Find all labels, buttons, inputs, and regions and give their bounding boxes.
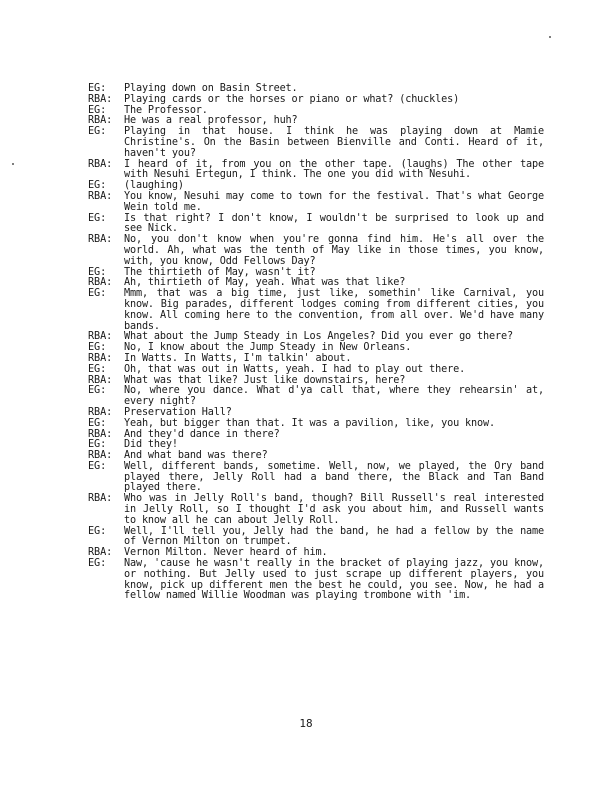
transcript-entry — [88, 192, 544, 214]
speech-text: Did they! — [124, 439, 178, 451]
speaker-label: EG: — [88, 288, 107, 300]
page-number: 18 — [299, 717, 313, 730]
transcript-entry — [88, 160, 544, 182]
speaker-label: RBA: — [88, 428, 113, 440]
transcript-entry — [88, 462, 544, 494]
speaker-label: RBA: — [88, 234, 113, 246]
speech-text: Mmm, that was a big time, just like, somethin' like Carnival, you know. Big parades, different lodges coming from different cities, you know. All coming here to the convention, from all over. We'd have many bands. — [124, 288, 544, 332]
transcript-entry — [88, 419, 544, 430]
speaker-label: EG: — [88, 417, 107, 429]
speaker-label: RBA: — [88, 331, 113, 343]
transcript-entry — [88, 386, 544, 408]
speaker-label: RBA: — [88, 115, 113, 127]
speech-text: Well, I'll tell you, Jelly had the band, he had a fellow by the name of Vernon Milton on trumpet. — [124, 525, 544, 548]
transcript-entry — [88, 527, 544, 549]
speech-text: The thirtieth of May, wasn't it? — [124, 266, 316, 278]
speech-text: Oh, that was out in Watts, yeah. I had to play out there. — [124, 363, 466, 375]
speech-text: Vernon Milton. Never heard of him. — [124, 547, 328, 559]
speaker-label: EG: — [88, 525, 107, 537]
speech-text: Playing cards or the horses or piano or what? (chuckles) — [124, 93, 460, 105]
transcript-entry — [88, 289, 544, 332]
speech-text: Yeah, but bigger than that. It was a pavilion, like, you know. — [124, 417, 495, 429]
speaker-label: EG: — [88, 212, 107, 224]
speech-text: Playing in that house. I think he was playing down at Mamie Christine's. On the Basin between Bienville and Conti. Heard of it, haven't you? — [124, 126, 544, 159]
speaker-label: RBA: — [88, 450, 113, 462]
transcript-entry — [88, 127, 544, 159]
transcript-entry — [88, 235, 544, 267]
speech-text: Playing down on Basin Street. — [124, 83, 298, 94]
transcript-entry — [88, 214, 544, 236]
speech-text: Ah, thirtieth of May, yeah. What was that like? — [124, 277, 406, 289]
speech-text: He was a real professor, huh? — [124, 115, 298, 127]
speech-text: What was that like? Just like downstairs, here? — [124, 374, 406, 386]
speaker-label: RBA: — [88, 374, 113, 386]
scan-speck — [549, 36, 551, 38]
transcript-entry — [88, 95, 544, 106]
speaker-label: RBA: — [88, 352, 113, 364]
speech-text: And they'd dance in there? — [124, 428, 280, 440]
transcript-entry — [88, 365, 544, 376]
speaker-label: RBA: — [88, 406, 113, 418]
speaker-label: EG: — [88, 266, 107, 278]
speaker-label: EG: — [88, 385, 107, 397]
transcript-entry — [88, 559, 544, 602]
speaker-label: RBA: — [88, 158, 113, 170]
speech-text: No, you don't know when you're gonna find him. He's all over the world. Ah, what was the tenth of May like in those times, you know, with, you know, Odd Fellows Day? — [124, 234, 544, 267]
speaker-label: EG: — [88, 460, 107, 472]
speech-text: Who was in Jelly Roll's band, though? Bill Russell's real interested in Jelly Roll, so I thought I'd ask you about him, and Russell wants to know all he can about Jelly Roll. — [124, 493, 544, 526]
speech-text: Naw, 'cause he wasn't really in the bracket of playing jazz, you know, or nothing. But Jelly used to just scrape up different players, you know, pick up different men the best he could, you see. Now, he had a fellow named Willie Woodman was playing trombone with 'im. — [124, 558, 544, 602]
speaker-label: EG: — [88, 126, 107, 138]
speech-text: The Professor. — [124, 104, 208, 116]
speech-text: What about the Jump Steady in Los Angeles? Did you ever go there? — [124, 331, 513, 343]
speaker-label: RBA: — [88, 493, 113, 505]
speaker-label: RBA: — [88, 277, 113, 289]
speech-text: In Watts. In Watts, I'm talkin' about. — [124, 352, 352, 364]
speaker-label: RBA: — [88, 547, 113, 559]
speaker-label: EG: — [88, 104, 107, 116]
speaker-label: EG: — [88, 342, 107, 354]
speaker-label: EG: — [88, 83, 107, 94]
speech-text: I heard of it, from you on the other tape. (laughs) The other tape with Nesuhi Ertegun, I think. The one you did with Nesuhi. — [124, 158, 544, 181]
speaker-label: RBA: — [88, 190, 113, 202]
speaker-label: EG: — [88, 558, 107, 570]
speech-text: You know, Nesuhi may come to town for the festival. That's what George Wein told me. — [124, 190, 544, 213]
speaker-label: EG: — [88, 363, 107, 375]
transcript-body — [88, 84, 544, 602]
speech-text: (laughing) — [124, 180, 184, 192]
speech-text: Is that right? I don't know, I wouldn't be surprised to look up and see Nick. — [124, 212, 544, 235]
speech-text: And what band was there? — [124, 450, 268, 462]
speaker-label: RBA: — [88, 93, 113, 105]
scan-speck — [12, 163, 14, 165]
speech-text: No, I know about the Jump Steady in New Orleans. — [124, 342, 412, 354]
speech-text: No, where you dance. What d'ya call that, where they rehearsin' at, every night? — [124, 385, 544, 408]
transcript-entry — [88, 494, 544, 526]
speech-text: Well, different bands, sometime. Well, now, we played, the Ory band played there, Jelly Roll had a band there, the Black and Tan Band played there. — [124, 460, 544, 494]
speech-text: Preservation Hall? — [124, 406, 232, 418]
speaker-label: EG: — [88, 180, 107, 192]
speaker-label: EG: — [88, 439, 107, 451]
